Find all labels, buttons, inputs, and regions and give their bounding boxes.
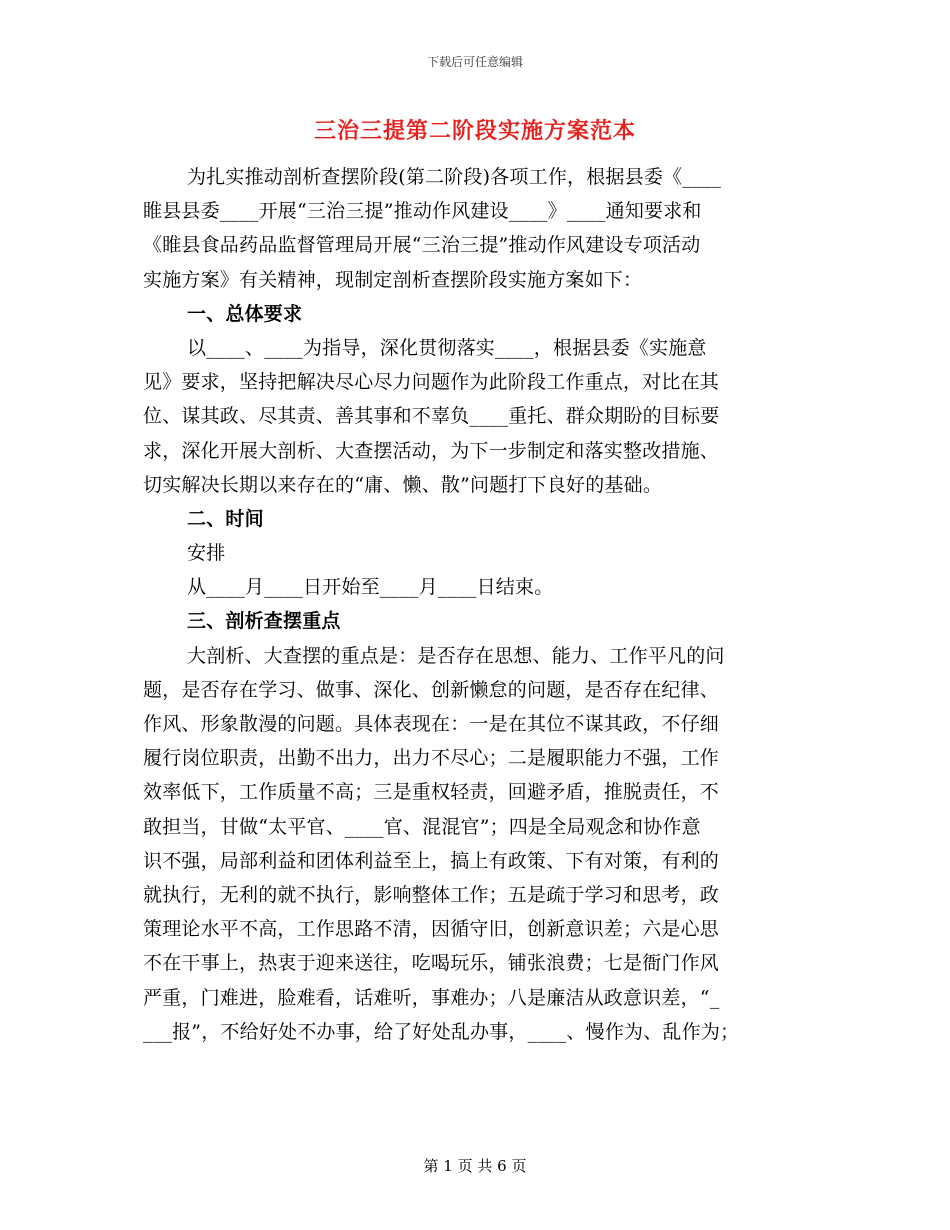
paragraph-line: 题，是否存在学习、做事、深化、创新懒怠的问题，是否存在纪律、 bbox=[143, 678, 720, 701]
paragraph-line: 以____、____为指导，深化贯彻落实____，根据县委《实施意 bbox=[187, 336, 707, 359]
paragraph-line: 严重，门难进，脸难看，话难听，事难办；八是廉洁从政意识差，“_ bbox=[143, 986, 720, 1009]
paragraph-line: 睢县县委____开展“三治三提”推动作风建设____》____通知要求和 bbox=[143, 200, 702, 223]
paragraph-line: 为扎实推动剖析查摆阶段(第二阶段)各项工作，根据县委《____ bbox=[187, 166, 722, 188]
paragraph-line: 识不强，局部利益和团体利益至上，搞上有政策、下有对策，有利的 bbox=[143, 849, 720, 872]
section-heading: 三、剖析查摆重点 bbox=[187, 610, 341, 633]
page-footer-page-number: 第 1 页 共 6 页 bbox=[423, 1157, 527, 1175]
paragraph-line: 安排 bbox=[187, 542, 226, 565]
paragraph-line: 作风、形象散漫的问题。具体表现在：一是在其位不谋其政，不仔细 bbox=[143, 713, 720, 735]
paragraph-line: 就执行，无利的就不执行，影响整体工作；五是疏于学习和思考，政 bbox=[143, 883, 720, 906]
paragraph-line: 履行岗位职责，出勤不出力，出力不尽心；二是履职能力不强，工作 bbox=[143, 747, 720, 770]
document-title: 三治三提第二阶段实施方案范本 bbox=[313, 118, 636, 144]
page-header-note: 下载后可任意编辑 bbox=[426, 55, 523, 69]
paragraph-line: 大剖析、大查摆的重点是：是否存在思想、能力、工作平凡的问 bbox=[187, 644, 725, 667]
paragraph-line: 敢担当，甘做“太平官、____官、混混官”；四是全局观念和协作意 bbox=[143, 815, 701, 838]
paragraph-line: 不在干事上，热衷于迎来送往，吃喝玩乐，铺张浪费；七是衙门作风 bbox=[143, 952, 720, 975]
paragraph-line: ___报”，不给好处不办事，给了好处乱办事，____、慢作为、乱作为； bbox=[143, 1020, 740, 1043]
section-heading: 一、总体要求 bbox=[187, 302, 303, 325]
paragraph-line: 切实解决长期以来存在的“庸、懒、散”问题打下良好的基础。 bbox=[143, 473, 663, 496]
paragraph-line: 求，深化开展大剖析、大查摆活动，为下一步制定和落实整改措施、 bbox=[143, 439, 720, 462]
document-body bbox=[143, 160, 815, 1049]
paragraph-line: 效率低下，工作质量不高；三是重权轻责，回避矛盾，推脱责任，不 bbox=[143, 781, 720, 804]
paragraph-line: 从____月____日开始至____月____日结束。 bbox=[187, 576, 554, 599]
paragraph-line: 位、谋其政、尽其责、善其事和不辜负____重托、群众期盼的目标要 bbox=[143, 405, 720, 428]
section-heading: 二、时间 bbox=[187, 507, 264, 530]
paragraph-line: 实施方案》有关精神，现制定剖析查摆阶段实施方案如下： bbox=[143, 268, 643, 291]
paragraph-line: 《睢县食品药品监督管理局开展“三治三提”推动作风建设专项活动 bbox=[143, 234, 701, 257]
paragraph-line: 策理论水平不高，工作思路不清，因循守旧，创新意识差；六是心思 bbox=[143, 918, 720, 941]
paragraph-line: 见》要求，坚持把解决尽心尽力问题作为此阶段工作重点，对比在其 bbox=[143, 371, 720, 394]
